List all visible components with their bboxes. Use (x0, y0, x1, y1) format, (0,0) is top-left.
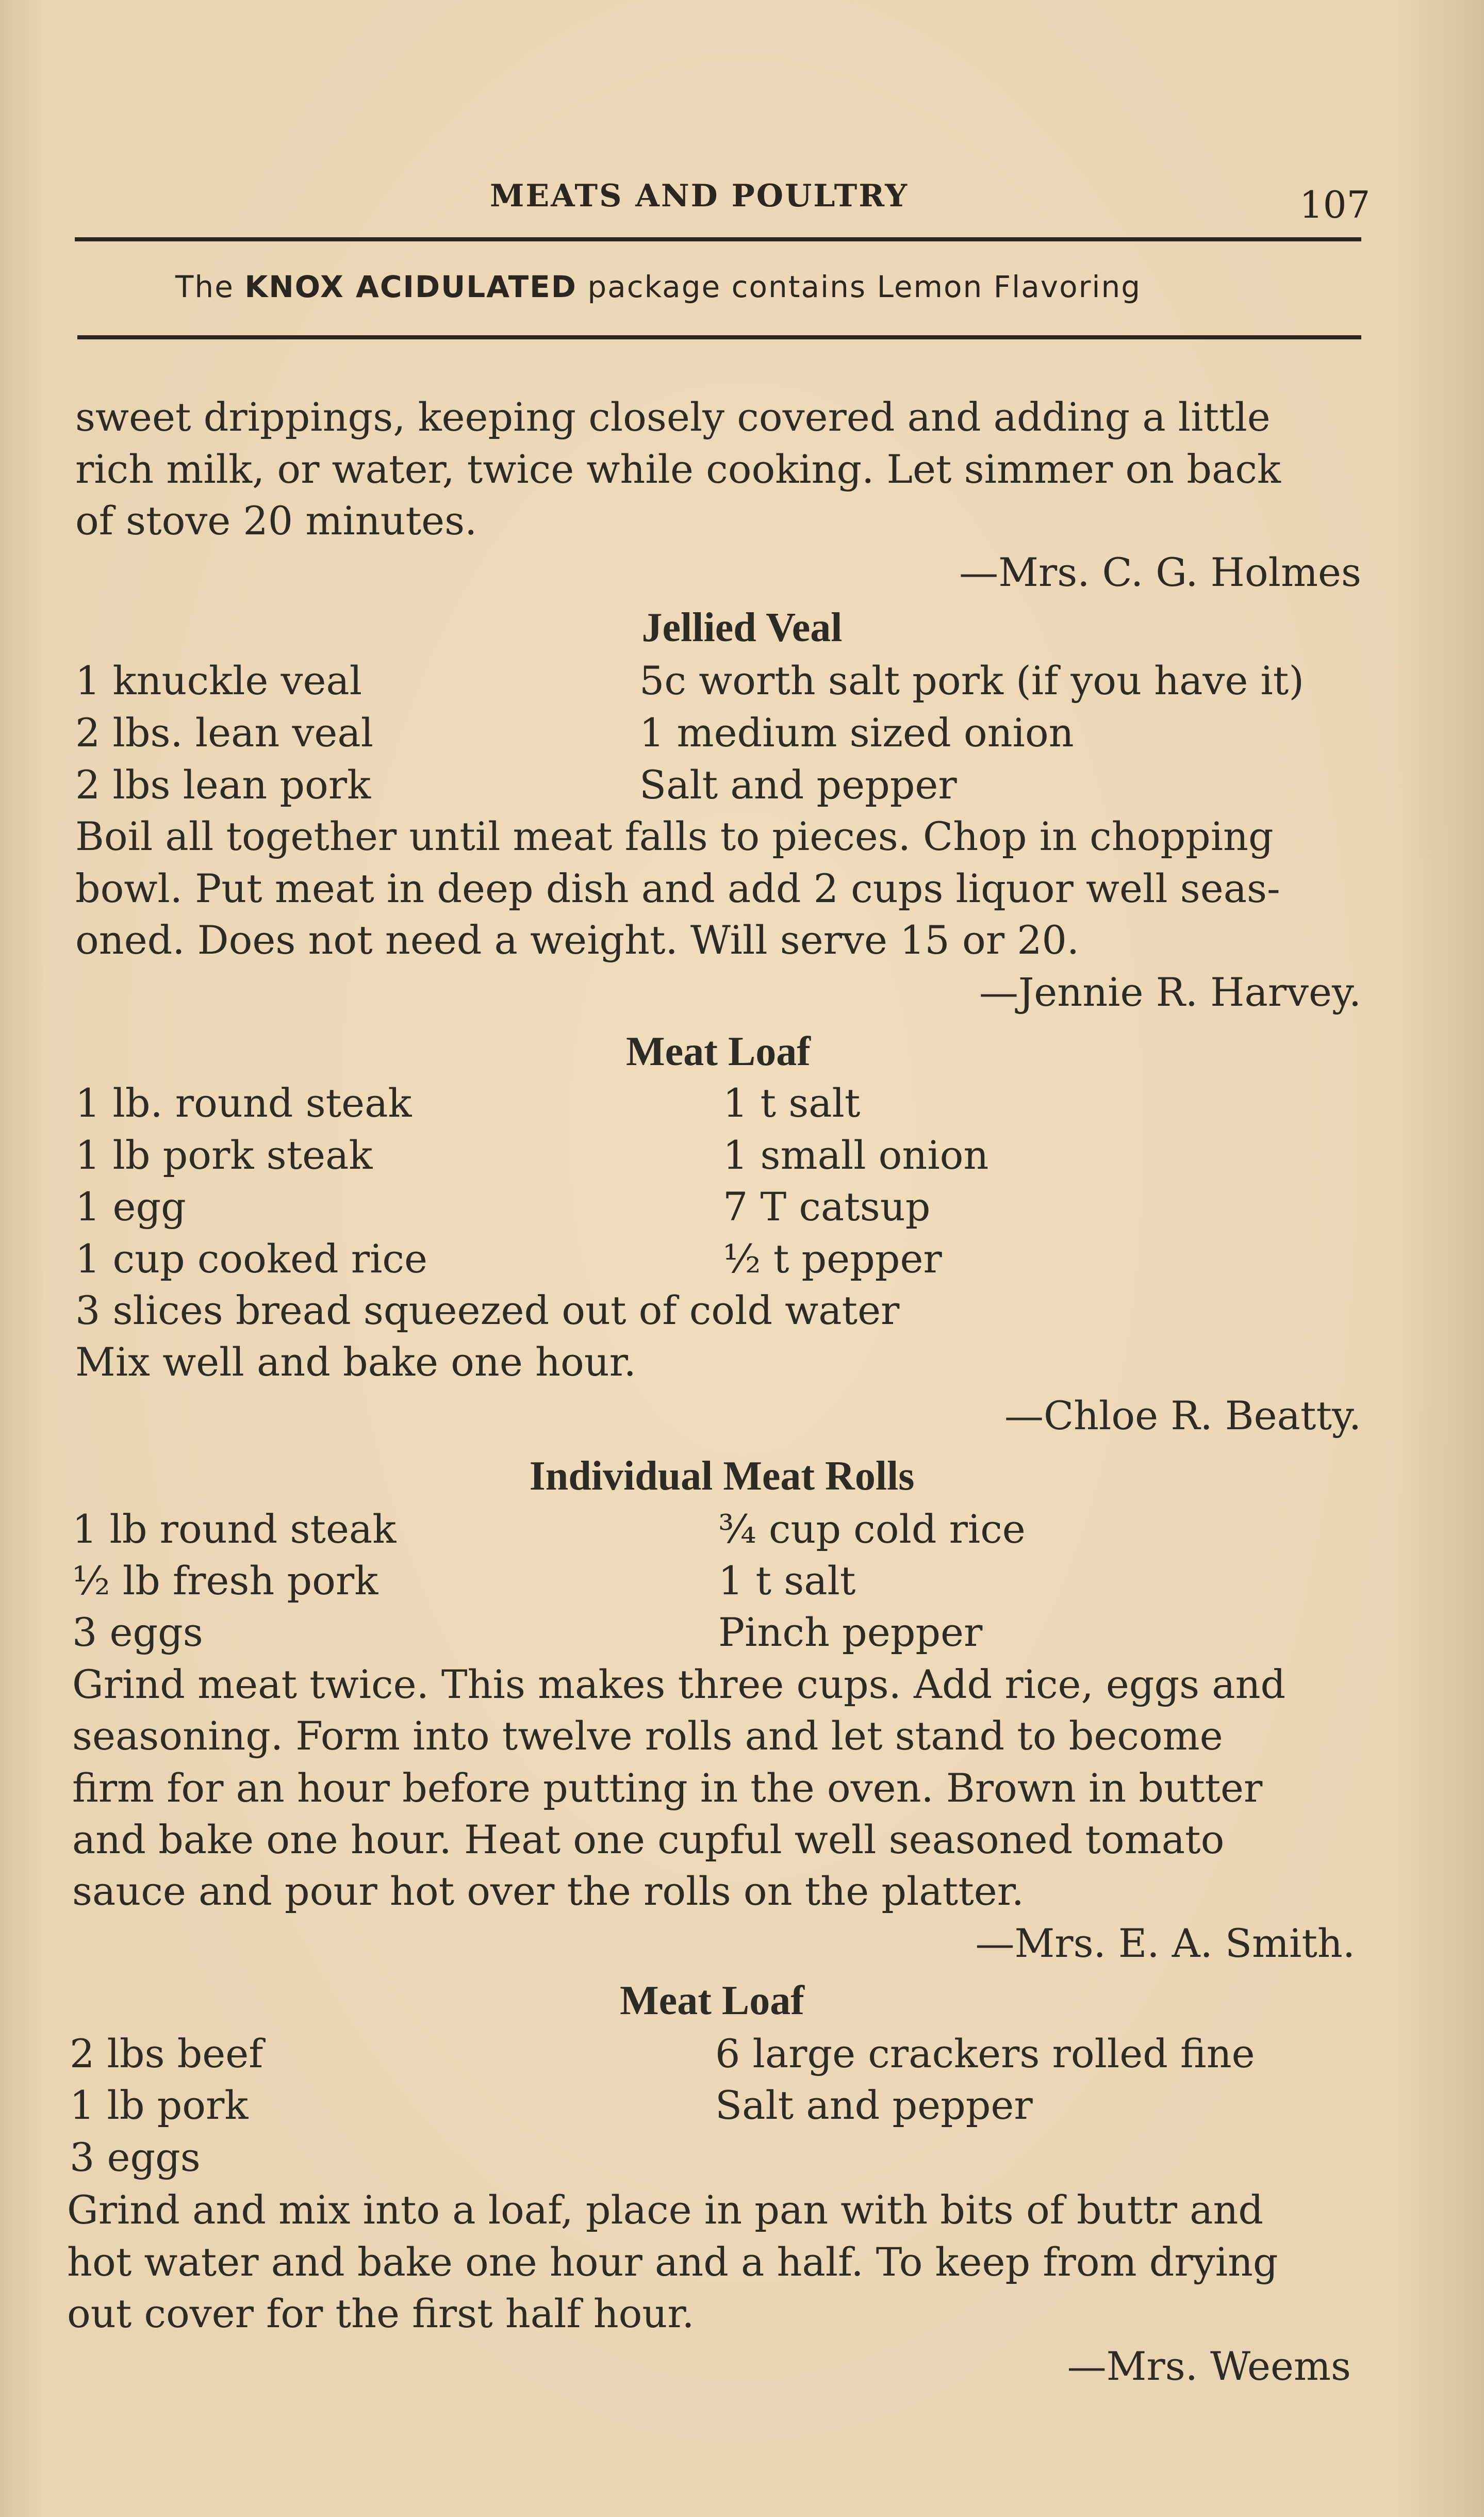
continuation-line: of stove 20 minutes. (75, 498, 477, 544)
notice-suffix: package contains Lemon Flavoring (576, 269, 1142, 304)
ingredient: Salt and pepper (639, 762, 957, 808)
ingredient: 6 large crackers rolled fine (715, 2031, 1255, 2077)
recipe-title: Individual Meat Rolls (529, 1453, 915, 1499)
ingredient: ½ t pepper (723, 1236, 942, 1282)
ingredient: 7 T catsup (723, 1184, 931, 1230)
knox-notice (175, 269, 1141, 304)
ingredient: ½ lb fresh pork (72, 1558, 378, 1604)
method-line: 3 slices bread squeezed out of cold water (75, 1287, 900, 1333)
method-line: bowl. Put meat in deep dish and add 2 cups liquor well seas- (75, 865, 1280, 911)
notice-brand: KNOX ACIDULATED (244, 269, 577, 304)
ingredient: 1 t salt (718, 1558, 856, 1604)
ingredient: 2 lbs beef (70, 2031, 263, 2077)
method-line: Boil all together until meat falls to pieces. Chop in chopping (75, 813, 1274, 859)
page-number: 107 (1299, 183, 1371, 226)
attribution: —Chloe R. Beatty. (1004, 1393, 1361, 1439)
recipe-title: Meat Loaf (620, 1978, 804, 2023)
ingredient: 2 lbs. lean veal (75, 710, 374, 756)
ingredient: 1 small onion (723, 1132, 989, 1178)
ingredient: 1 lb round steak (72, 1506, 397, 1552)
ingredient: ¾ cup cold rice (718, 1506, 1026, 1552)
method-line: and bake one hour. Heat one cupful well seasoned tomato (72, 1817, 1225, 1862)
method-line: Mix well and bake one hour. (75, 1339, 636, 1385)
ingredient: 1 lb pork (70, 2082, 249, 2128)
ingredient: 1 t salt (723, 1080, 861, 1126)
attribution: —Mrs. E. A. Smith. (975, 1920, 1355, 1966)
method-line: hot water and bake one hour and a half. To keep from drying (67, 2239, 1278, 2285)
header-rule-top (75, 237, 1361, 241)
attribution: —Mrs. C. G. Holmes (959, 549, 1361, 595)
continuation-line: rich milk, or water, twice while cooking. Let simmer on back (75, 446, 1281, 492)
ingredient: 1 lb pork steak (75, 1132, 373, 1178)
ingredient: Salt and pepper (715, 2082, 1033, 2128)
section-title: MEATS AND POULTRY (490, 178, 909, 214)
attribution: —Jennie R. Harvey. (979, 969, 1361, 1015)
method-line: Grind and mix into a loaf, place in pan with bits of buttr and (67, 2187, 1264, 2233)
attribution: —Mrs. Weems (1067, 2343, 1351, 2389)
method-line: seasoning. Form into twelve rolls and let stand to become (72, 1713, 1223, 1759)
ingredient: 5c worth salt pork (if you have it) (639, 658, 1304, 704)
ingredient: 1 knuckle veal (75, 658, 362, 704)
method-line: oned. Does not need a weight. Will serve 15 or 20. (75, 917, 1080, 963)
method-line: firm for an hour before putting in the oven. Brown in butter (72, 1765, 1263, 1811)
method-line: Grind meat twice. This makes three cups. Add rice, eggs and (72, 1661, 1286, 1707)
ingredient: 3 eggs (72, 1609, 203, 1655)
method-line: out cover for the first half hour. (67, 2291, 695, 2336)
ingredient: 3 eggs (70, 2134, 201, 2180)
ingredient: 1 lb. round steak (75, 1080, 412, 1126)
continuation-line: sweet drippings, keeping closely covered and adding a little (75, 394, 1271, 440)
method-line: sauce and pour hot over the rolls on the platter. (72, 1868, 1024, 1914)
recipe-title: Meat Loaf (626, 1029, 811, 1074)
ingredient: 1 medium sized onion (639, 710, 1074, 756)
header-rule-bottom (77, 335, 1361, 339)
ingredient: Pinch pepper (718, 1609, 983, 1655)
recipe-title: Jellied Veal (641, 605, 843, 650)
notice-prefix: The (175, 269, 245, 304)
ingredient: 2 lbs lean pork (75, 762, 371, 808)
ingredient: 1 cup cooked rice (75, 1236, 427, 1282)
ingredient: 1 egg (75, 1184, 186, 1230)
